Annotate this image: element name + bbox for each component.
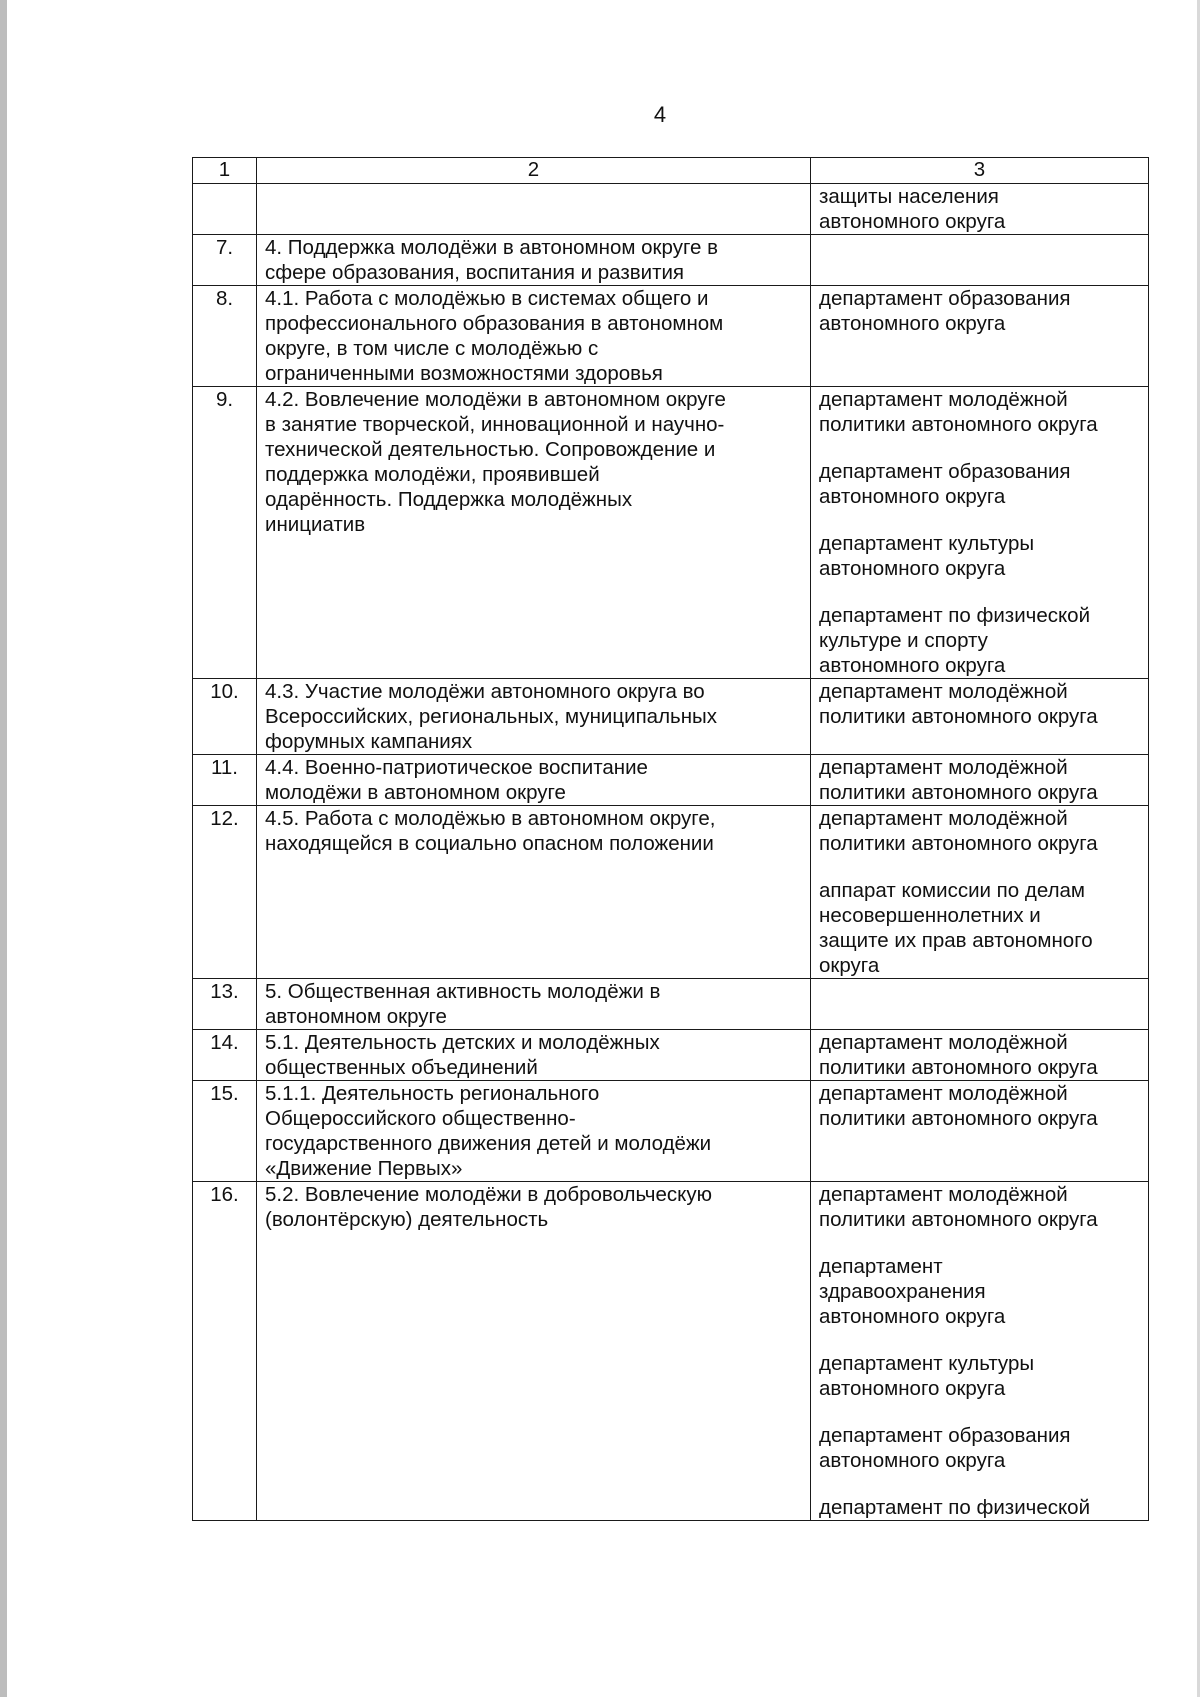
document-table [192, 157, 1149, 1521]
activity-text-line: 5.1.1. Деятельность регионального [265, 1082, 600, 1105]
responsible-cell [811, 1081, 1149, 1182]
responsible-cell [811, 979, 1149, 1030]
responsible-entity [819, 1351, 1140, 1401]
activity-cell [257, 286, 811, 387]
activity-cell [257, 806, 811, 979]
responsible-text-line: департамент молодёжной [819, 1031, 1068, 1054]
responsible-text-line: автономного округа [819, 210, 1006, 233]
responsible-text-line: защите их прав автономного [819, 929, 1093, 952]
activity-cell [257, 235, 811, 286]
responsible-text-line: департамент молодёжной [819, 680, 1068, 703]
row-number-cell: 7. [193, 235, 257, 286]
responsible-text-line: департамент [819, 1255, 943, 1278]
responsible-text-line: автономного округа [819, 1449, 1006, 1472]
responsible-entity [819, 387, 1140, 437]
activity-cell [257, 679, 811, 755]
activity-text-line: сфере образования, воспитания и развития [265, 261, 685, 284]
table-row [193, 1081, 1149, 1182]
responsible-cell [811, 679, 1149, 755]
responsible-text-line: автономного округа [819, 654, 1006, 677]
responsible-cell [811, 1030, 1149, 1081]
table-row [193, 1182, 1149, 1521]
activity-text-line: технической деятельностью. Сопровождение и [265, 438, 716, 461]
activity-text-line: 4.4. Военно-патриотическое воспитание [265, 756, 648, 779]
responsible-text-line: культуре и спорту [819, 629, 988, 652]
responsible-text-line: политики автономного округа [819, 705, 1098, 728]
activity-text-line: 5.2. Вовлечение молодёжи в добровольческую [265, 1183, 712, 1206]
responsible-text-line: политики автономного округа [819, 1208, 1098, 1231]
responsible-text-line: политики автономного округа [819, 413, 1098, 436]
activity-text-line: Всероссийских, региональных, муниципальных [265, 705, 718, 728]
row-number-cell: 9. [193, 387, 257, 679]
responsible-text-line: департамент молодёжной [819, 756, 1068, 779]
responsible-text-line: департамент молодёжной [819, 1183, 1068, 1206]
table-row [193, 387, 1149, 679]
activity-text-line: округе, в том числе с молодёжью с [265, 337, 599, 360]
table-row [193, 755, 1149, 806]
activity-text-line: форумных кампаниях [265, 730, 473, 753]
header-cell-1: 1 [193, 158, 257, 184]
responsible-text-line: департамент культуры [819, 1352, 1035, 1375]
responsible-entity [819, 755, 1140, 805]
table-row [193, 184, 1149, 235]
table-row [193, 806, 1149, 979]
activity-text-line: автономном округе [265, 1005, 447, 1028]
responsible-entity [819, 1030, 1140, 1080]
activity-cell [257, 1182, 811, 1521]
activity-text-line: 4.3. Участие молодёжи автономного округа во [265, 680, 705, 703]
activity-cell [257, 184, 811, 235]
table-row [193, 235, 1149, 286]
responsible-text-line: несовершеннолетних и [819, 904, 1041, 927]
responsible-entity [819, 459, 1140, 509]
responsible-entity [819, 286, 1140, 336]
table-row [193, 979, 1149, 1030]
activity-cell [257, 1030, 811, 1081]
activity-text-line: 4.1. Работа с молодёжью в системах общего и [265, 287, 709, 310]
responsible-text-line: департамент культуры [819, 532, 1035, 555]
responsible-text-line: здравоохранения [819, 1280, 986, 1303]
activity-text-line: в занятие творческой, инновационной и научно- [265, 413, 725, 436]
responsible-text-line: департамент по физической [819, 604, 1091, 627]
responsible-cell [811, 1182, 1149, 1521]
responsible-entity [819, 1423, 1140, 1473]
activity-text-line: общественных объединений [265, 1056, 538, 1079]
activity-text-line: 5. Общественная активность молодёжи в [265, 980, 661, 1003]
responsible-text-line: департамент молодёжной [819, 1082, 1068, 1105]
activity-cell [257, 387, 811, 679]
row-number-cell: 15. [193, 1081, 257, 1182]
responsible-text-line: политики автономного округа [819, 832, 1098, 855]
activity-text-line: Общероссийского общественно- [265, 1107, 576, 1130]
table-row [193, 679, 1149, 755]
responsible-cell [811, 387, 1149, 679]
responsible-text-line: автономного округа [819, 557, 1006, 580]
responsible-entity [819, 184, 1140, 234]
responsible-entity [819, 1081, 1140, 1131]
activity-text-line: 4.5. Работа с молодёжью в автономном округе, [265, 807, 716, 830]
responsible-text-line: департамент молодёжной [819, 807, 1068, 830]
activity-cell [257, 1081, 811, 1182]
row-number-cell [193, 184, 257, 235]
responsible-cell [811, 755, 1149, 806]
activity-text-line: находящейся в социально опасном положении [265, 832, 714, 855]
responsible-cell [811, 286, 1149, 387]
responsible-text-line: департамент по физической [819, 1496, 1091, 1519]
responsible-entity [819, 1495, 1140, 1520]
responsible-entity [819, 1182, 1140, 1232]
header-cell-2: 2 [257, 158, 811, 184]
responsible-text-line: департамент образования [819, 287, 1071, 310]
responsible-text-line: автономного округа [819, 312, 1006, 335]
responsible-text-line: департамент образования [819, 1424, 1071, 1447]
activity-text-line: молодёжи в автономном округе [265, 781, 566, 804]
activity-text-line: ограниченными возможностями здоровья [265, 362, 663, 385]
row-number-cell: 8. [193, 286, 257, 387]
page-number: 4 [653, 102, 667, 127]
table-row [193, 1030, 1149, 1081]
responsible-cell [811, 235, 1149, 286]
responsible-text-line: политики автономного округа [819, 1056, 1098, 1079]
activity-text-line: поддержка молодёжи, проявившей [265, 463, 600, 486]
responsible-text-line: департамент образования [819, 460, 1071, 483]
row-number-cell: 10. [193, 679, 257, 755]
responsible-entity [819, 1254, 1140, 1329]
scan-edge-left [0, 0, 7, 1697]
activity-text-line: «Движение Первых» [265, 1157, 463, 1180]
row-number-cell: 12. [193, 806, 257, 979]
responsible-text-line: политики автономного округа [819, 781, 1098, 804]
responsible-entity [819, 603, 1140, 678]
responsible-text-line: защиты населения [819, 185, 999, 208]
activity-text-line: 4.2. Вовлечение молодёжи в автономном округе [265, 388, 726, 411]
activity-text-line: 4. Поддержка молодёжи в автономном округе в [265, 236, 718, 259]
row-number-cell: 16. [193, 1182, 257, 1521]
activity-text-line: (волонтёрскую) деятельность [265, 1208, 549, 1231]
table-header-row [193, 158, 1149, 184]
responsible-text-line: департамент молодёжной [819, 388, 1068, 411]
responsible-text-line: автономного округа [819, 485, 1006, 508]
row-number-cell: 14. [193, 1030, 257, 1081]
responsible-text-line: автономного округа [819, 1305, 1006, 1328]
activity-text-line: инициатив [265, 513, 366, 536]
activity-cell [257, 755, 811, 806]
table-row [193, 286, 1149, 387]
row-number-cell: 13. [193, 979, 257, 1030]
responsible-entity [819, 531, 1140, 581]
responsible-cell [811, 806, 1149, 979]
responsible-text-line: аппарат комиссии по делам [819, 879, 1086, 902]
activity-text-line: 5.1. Деятельность детских и молодёжных [265, 1031, 660, 1054]
row-number-cell: 11. [193, 755, 257, 806]
responsible-entity [819, 806, 1140, 856]
activity-text-line: государственного движения детей и молодёжи [265, 1132, 712, 1155]
responsible-entity [819, 878, 1140, 978]
activity-cell [257, 979, 811, 1030]
responsible-cell [811, 184, 1149, 235]
responsible-text-line: автономного округа [819, 1377, 1006, 1400]
responsible-text-line: политики автономного округа [819, 1107, 1098, 1130]
responsible-entity [819, 679, 1140, 729]
activity-text-line: одарённость. Поддержка молодёжных [265, 488, 633, 511]
responsible-text-line: округа [819, 954, 880, 977]
activity-text-line: профессионального образования в автономном [265, 312, 724, 335]
header-cell-3: 3 [811, 158, 1149, 184]
